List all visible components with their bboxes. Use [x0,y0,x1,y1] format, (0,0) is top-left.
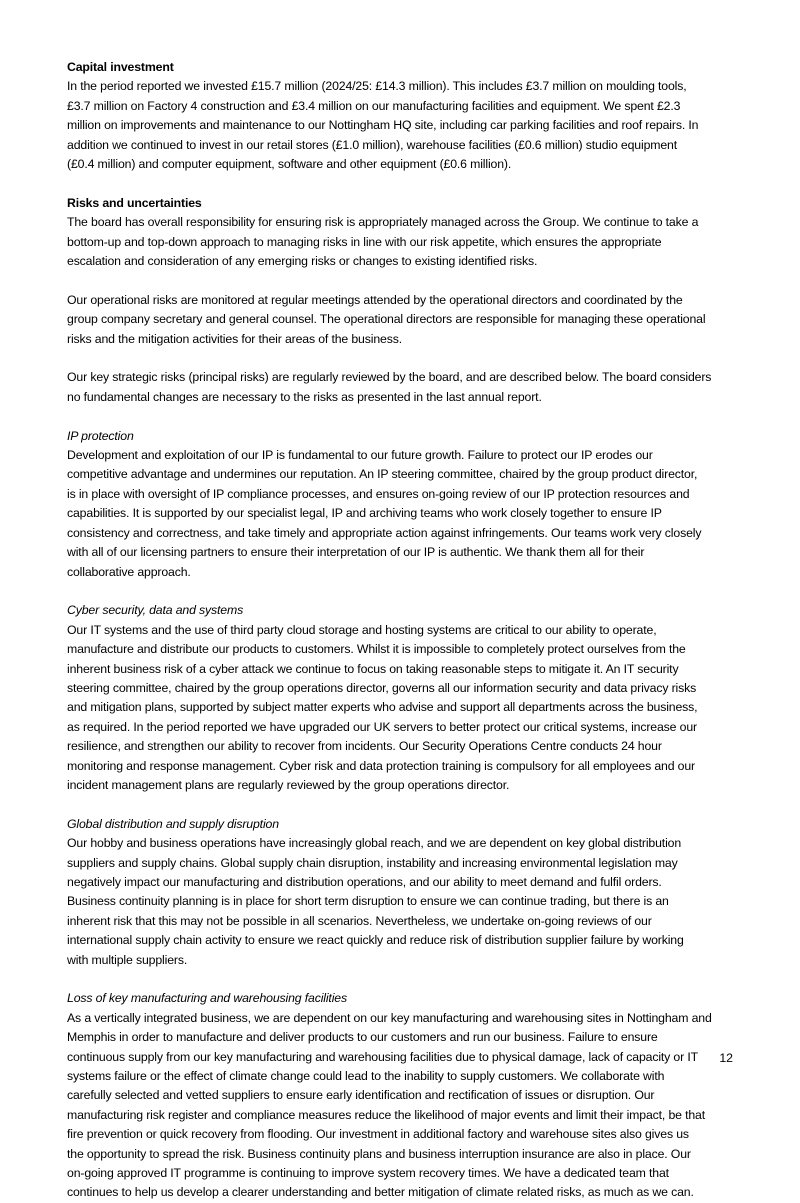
paragraph-line: with all of our licensing partners to ensure their interpretation of our IP is authentic. We thank them all for their [67,545,645,560]
paragraph-line: Development and exploitation of our IP is fundamental to our future growth. Failure to protect our IP erodes our [67,448,653,463]
paragraph-line: (£0.4 million) and computer equipment, software and other equipment (£0.6 million). [67,157,512,172]
spacer [67,407,747,426]
paragraph-line: £3.7 million on Factory 4 construction and £3.4 million on our manufacturing facilities and equipment. We spent £2.3 [67,98,681,113]
paragraph-line: incident management plans are regularly reviewed by the group operations director. [67,777,510,792]
risk-heading: Cyber security, data and systems [67,603,244,618]
paragraph-line: Our operational risks are monitored at regular meetings attended by the operational directors and coordinated by the [67,292,683,307]
paragraph-line: escalation and consideration of any emerging risks or changes to existing identified risks. [67,254,538,269]
spacer [67,174,747,193]
capital-investment-section [67,58,747,174]
paragraph-line: As a vertically integrated business, we are dependent on our key manufacturing and warehousing sites in Nottingham and [67,1010,712,1025]
paragraph-line: Business continuity planning is in place for short term disruption to ensure we can continue trading, but there is an [67,894,669,909]
paragraph-line: Our key strategic risks (principal risks) are regularly reviewed by the board, and are described below. The board considers [67,370,712,385]
paragraph-line: collaborative approach. [67,564,191,579]
paragraph-line: Our IT systems and the use of third party cloud storage and hosting systems are critical to our ability to operate, [67,622,657,637]
paragraph-line: inherent risk that this may not be possible in all scenarios. Nevertheless, we undertake on-going reviews of our [67,913,652,928]
paragraph-line: continuous supply from our key manufacturing and warehousing facilities due to physical damage, lack of capacity or IT [67,1049,698,1064]
paragraph-line: international supply chain activity to ensure we react quickly and reduce risk of distribution supplier failure by working [67,933,684,948]
paragraph-line: manufacturing risk register and compliance measures reduce the likelihood of major events and limit their impact, be that [67,1107,706,1122]
paragraph-line: carefully selected and vetted suppliers to ensure early identification and rectification of issues or disruption. Our [67,1088,655,1103]
spacer [67,795,747,814]
risks-section [67,194,747,407]
paragraph-line: risks and the mitigation activities for their areas of the business. [67,331,402,346]
risk-heading: Loss of key manufacturing and warehousing facilities [67,991,347,1006]
paragraph-line: is in place with oversight of IP compliance processes, and ensures on-going review of our IP protection resources and [67,486,690,501]
page-number: 12 [719,1051,733,1065]
paragraph-line: bottom-up and top-down approach to managing risks in line with our risk appetite, which ensures the appropriate [67,234,662,249]
spacer [67,349,747,368]
spacer [67,271,747,290]
facilities-section [67,989,747,1202]
paragraph-line: The board has overall responsibility for ensuring risk is appropriately managed across the Group. We continue to take a [67,215,699,230]
paragraph-line: systems failure or the effect of climate change could lead to the inability to supply customers. We collaborate with [67,1069,665,1084]
spacer [67,970,747,989]
spacer [67,582,747,601]
document-page [67,58,747,1203]
paragraph-line: with multiple suppliers. [67,952,188,967]
paragraph-line: group company secretary and general counsel. The operational directors are responsible for managing these operational [67,312,706,327]
paragraph-line: negatively impact our manufacturing and distribution operations, and our ability to meet demand and fulfil orders. [67,874,662,889]
paragraph-line: Memphis in order to manufacture and deliver products to our customers and run our business. Failure to ensure [67,1030,658,1045]
paragraph-line: addition we continued to invest in our retail stores (£1.0 million), warehouse facilities (£0.6 million) studio equipment [67,137,677,152]
ip-protection-section [67,427,747,582]
paragraph-line: suppliers and supply chains. Global supply chain disruption, instability and increasing environmental legislation may [67,855,678,870]
paragraph-line: and mitigation plans, supported by subject matter experts who advise and support all departments across the business, [67,700,698,715]
paragraph-line: inherent business risk of a cyber attack we continue to focus on taking reasonable steps to mitigate it. An IT security [67,661,679,676]
paragraph-line: no fundamental changes are necessary to the risks as presented in the last annual report. [67,389,542,404]
paragraph-line: monitoring and response management. Cyber risk and data protection training is compulsory for all employees and our [67,758,695,773]
paragraph-line: the opportunity to spread the risk. Business continuity plans and business interruption insurance are also in place. Our [67,1146,691,1161]
risk-heading: IP protection [67,428,134,443]
supply-disruption-section [67,815,747,970]
paragraph-line: resilience, and strengthen our ability to recover from incidents. Our Security Operations Centre conducts 24 hour [67,739,662,754]
paragraph-line: capabilities. It is supported by our specialist legal, IP and archiving teams who work closely together to ensure IP [67,506,662,521]
cyber-security-section [67,601,747,795]
paragraph-line: as required. In the period reported we have upgraded our UK servers to better protect our critical systems, increase our [67,719,697,734]
section-heading: Risks and uncertainties [67,195,202,210]
paragraph-line: fire prevention or quick recovery from flooding. Our investment in additional factory and warehouse sites also gives us [67,1127,689,1142]
paragraph-line: In the period reported we invested £15.7 million (2024/25: £14.3 million). This includes £3.7 million on moulding tools, [67,79,687,94]
paragraph-line: steering committee, chaired by the group operations director, governs all our information security and data privacy risks [67,680,697,695]
paragraph-line: on-going approved IT programme is continuing to improve system recovery times. We have a dedicated team that [67,1166,669,1181]
paragraph-line: competitive advantage and undermines our reputation. An IP steering committee, chaired by the group product director, [67,467,698,482]
paragraph-line: manufacture and distribute our products to customers. Whilst it is impossible to completely protect ourselves from the [67,642,686,657]
section-heading: Capital investment [67,60,174,74]
paragraph-line: continues to help us develop a clearer understanding and better mitigation of climate related risks, as much as we can. [67,1185,694,1200]
paragraph-line: consistency and correctness, and take timely and appropriate action against infringements. Our teams work very closely [67,525,702,540]
paragraph-line: Our hobby and business operations have increasingly global reach, and we are dependent on key global distribution [67,836,682,851]
paragraph-line: million on improvements and maintenance to our Nottingham HQ site, including car parking facilities and roof repairs. In [67,118,699,133]
risk-heading: Global distribution and supply disruption [67,816,279,831]
